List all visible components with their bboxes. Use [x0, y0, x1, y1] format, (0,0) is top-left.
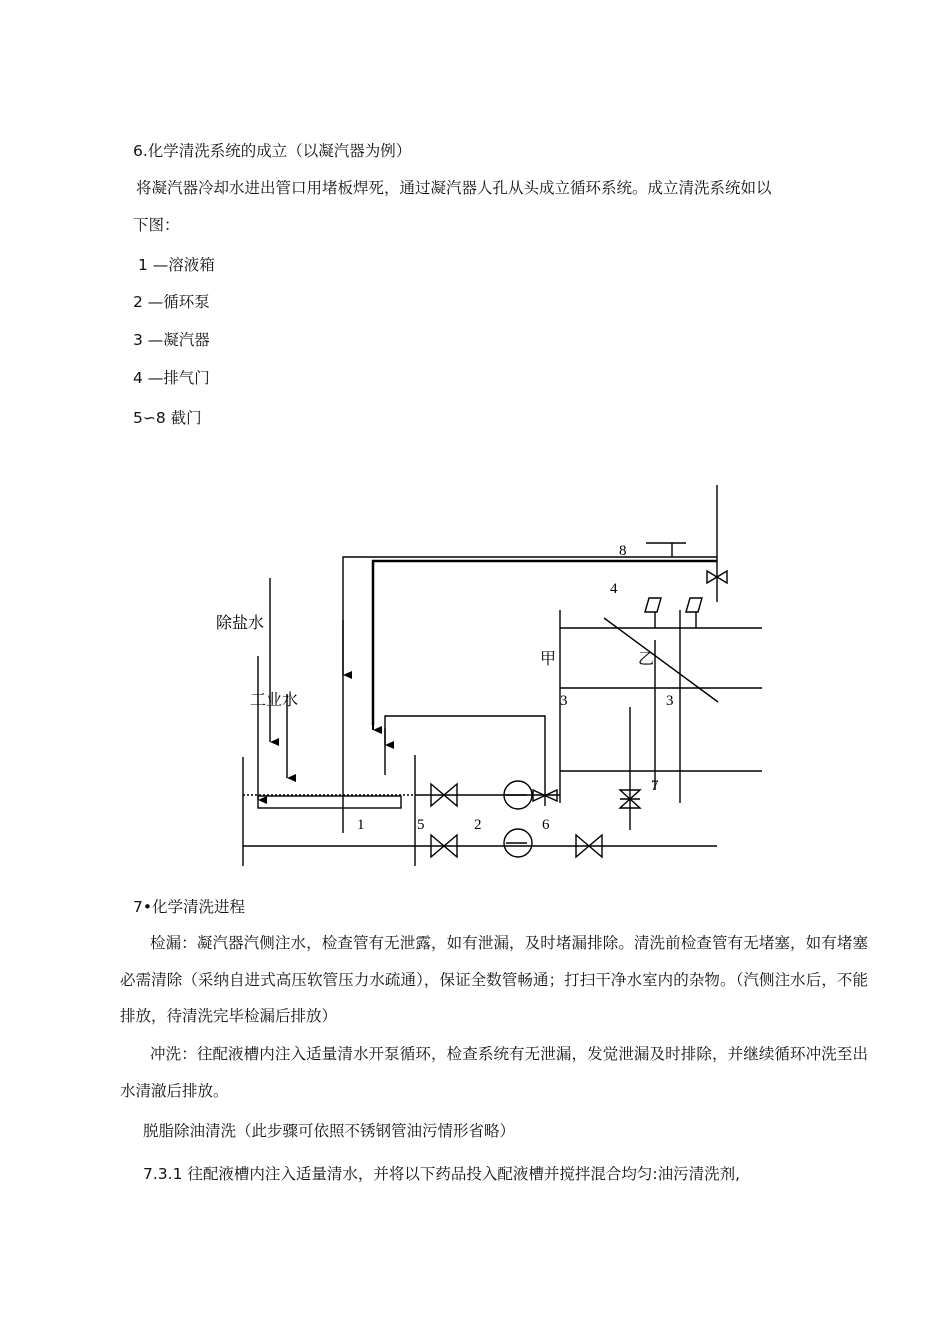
exhaust-valve-4b — [686, 598, 702, 612]
paragraph-flushing: 冲洗：往配液槽内注入适量清水开泵循环，检查系统有无泄漏，发觉泄漏及时排除，并继续循环冲洗至出水清澈后排放。 — [120, 1045, 868, 1100]
legend-item: 5∽8 截门 — [133, 409, 202, 427]
legend-item: 1 —溶液箱 — [138, 256, 215, 274]
label-5: 5 — [417, 817, 425, 833]
label-desalted-water: 除盐水 — [216, 613, 265, 632]
tank-bar — [258, 796, 401, 808]
condenser-diagonal — [604, 618, 718, 702]
label-7: 7 — [651, 778, 659, 794]
label-4: 4 — [610, 581, 618, 597]
label-2: 2 — [474, 817, 482, 833]
label-3a: 3 — [560, 693, 568, 709]
section-heading: 6.化学清洗系统的成立（以凝汽器为例） — [133, 142, 412, 160]
recirculation-pipe — [385, 716, 545, 806]
section-heading: 7•化学清洗进程 — [133, 898, 246, 916]
label-jia: 甲 — [540, 649, 557, 668]
label-3b: 3 — [666, 693, 674, 709]
label-industrial-water: 工业水 — [250, 690, 299, 709]
intro-line-1: 将凝汽器冷却水进出管口用堵板焊死，通过凝汽器人孔从头成立循环系统。成立清洗系统如以 — [136, 179, 772, 197]
paragraph-7-3-1: 7.3.1 往配液槽内注入适量清水，并将以下药品投入配液槽并搅拌混合均匀:油污清洗剂, — [143, 1165, 741, 1183]
paragraph-degreasing: 脱脂除油清洗（此步骤可依照不锈钢管油污情形省略） — [143, 1122, 516, 1140]
label-yi: 乙 — [638, 649, 655, 668]
label-1: 1 — [357, 817, 365, 833]
legend-item: 3 —凝汽器 — [133, 331, 210, 349]
legend-item: 2 —循环泵 — [133, 293, 210, 311]
intro-line-2: 下图： — [133, 216, 180, 234]
label-6: 6 — [542, 817, 550, 833]
label-8: 8 — [619, 543, 627, 559]
exhaust-valve-4a — [645, 598, 661, 612]
paragraph-leak-check: 检漏：凝汽器汽侧注水，检查管有无泄露，如有泄漏，及时堵漏排除。清洗前检查管有无堵塞，如有堵塞必需清除（采纳自进式高压软管压力水疏通），保证全数管畅通；打扫干净水室内的杂物。（汽侧注水后，不能排放，待清洗完毕检漏后排放） — [120, 934, 868, 1025]
legend-item: 4 —排气门 — [133, 369, 210, 387]
